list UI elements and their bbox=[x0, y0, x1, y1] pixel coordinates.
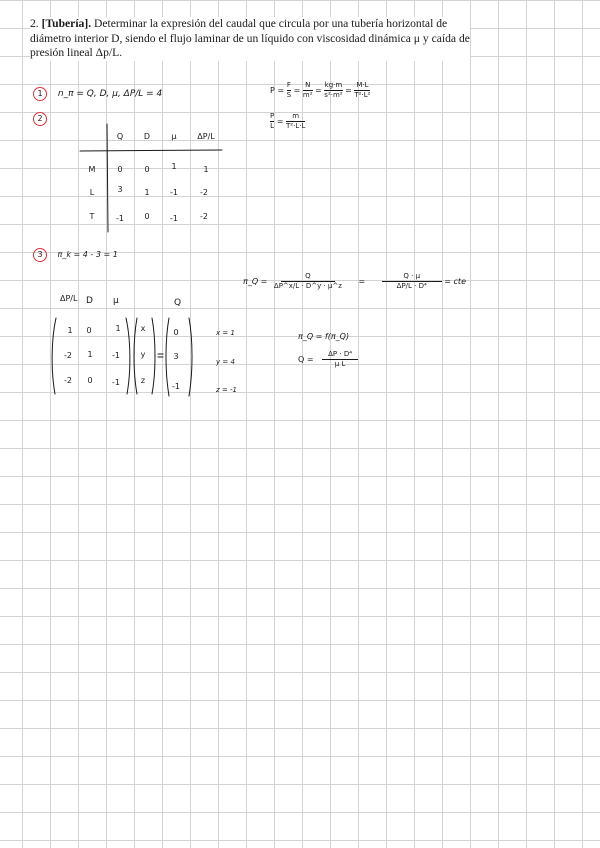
frac-num: P bbox=[270, 112, 275, 120]
solution-z: z = -1 bbox=[216, 386, 237, 394]
solution-y: y = 4 bbox=[216, 358, 235, 366]
table-cell: 0 bbox=[117, 165, 123, 174]
frac-den: T²·L² bbox=[354, 91, 371, 99]
rhs-right-bracket bbox=[189, 318, 192, 396]
frac-num: F bbox=[286, 81, 291, 89]
table-row-label-l: L bbox=[89, 188, 95, 197]
table-cell: 1 bbox=[144, 188, 150, 197]
table-header-d: D bbox=[143, 132, 151, 141]
frac-num: Q bbox=[305, 272, 311, 280]
table-vertical-rule bbox=[107, 124, 108, 232]
table-header-mu: μ bbox=[171, 132, 177, 141]
pressure-lhs: P = bbox=[270, 86, 285, 95]
matrix-cell: 1 bbox=[115, 324, 121, 333]
matrix-header-q: Q bbox=[174, 298, 182, 308]
table-cell: 3 bbox=[117, 185, 123, 194]
table-row-label-t: T bbox=[89, 212, 95, 221]
step1-text: n_π = Q, D, μ, ΔP/L = 4 bbox=[57, 89, 163, 99]
table-cell: -2 bbox=[200, 188, 208, 197]
matrix-cell: -2 bbox=[64, 351, 72, 360]
matrix-cell: 1 bbox=[67, 326, 73, 335]
frac-num: m bbox=[292, 112, 300, 120]
solution-x: x = 1 bbox=[216, 329, 235, 337]
problem-number: 2. bbox=[30, 17, 39, 30]
table-cell: 0 bbox=[144, 212, 150, 221]
matrix-header-dpl: ΔP/L bbox=[60, 294, 78, 303]
result-line1: π_Q = f(π_Q) bbox=[298, 332, 350, 341]
frac-den: s²·m² bbox=[324, 91, 343, 99]
vector-left-bracket bbox=[134, 318, 137, 394]
frac-num: Q · μ bbox=[403, 272, 421, 280]
matrix-header-d: D bbox=[86, 296, 93, 306]
frac-den: L bbox=[270, 122, 275, 130]
step1-marker: 1 bbox=[33, 87, 47, 101]
problem-title: [Tubería]. bbox=[41, 17, 92, 30]
frac-den: ΔP/L · D⁴ bbox=[396, 282, 427, 290]
matrix-cell: -1 bbox=[112, 378, 120, 387]
step3-marker: 3 bbox=[33, 248, 47, 262]
table-cell: -1 bbox=[116, 214, 124, 223]
table-horizontal-rule bbox=[80, 150, 222, 151]
frac-den: S bbox=[286, 91, 292, 99]
frac-den: ΔP^x/L · D^y · μ^z bbox=[273, 282, 342, 290]
matrix-cell: -2 bbox=[64, 376, 72, 385]
pi-q-lhs: π_Q = bbox=[243, 277, 268, 286]
rhs-left-bracket bbox=[166, 318, 169, 396]
vector-x: x bbox=[140, 324, 146, 333]
matrix-cell: -1 bbox=[112, 351, 120, 360]
matrix-right-bracket bbox=[126, 318, 130, 394]
matrix-cell: 0 bbox=[86, 326, 92, 335]
table-header-q: Q bbox=[116, 132, 124, 141]
pressure-equation: P = $\frac{F}{S}$ = $\frac{N}{\text{m²}}$ = $\frac{kg\cdot m}{\text{s²·m²}}$ = $\frac{M\cdot L}{\text{T²·L²}}$ bbox=[270, 81, 371, 99]
matrix-header-mu: μ bbox=[113, 296, 119, 306]
frac-num: N bbox=[305, 81, 311, 89]
matrix-cell: 1 bbox=[87, 350, 93, 359]
frac-num: kg·m bbox=[324, 81, 343, 89]
rhs-value: 3 bbox=[173, 352, 179, 361]
table-cell: 1 bbox=[171, 162, 177, 171]
frac-num: M·L bbox=[356, 81, 369, 89]
rhs-value: 0 bbox=[173, 328, 179, 337]
frac-den: m² bbox=[302, 91, 313, 99]
matrix-left-bracket bbox=[52, 318, 56, 394]
table-cell: -1 bbox=[170, 214, 178, 223]
pi-q-rhs: = cte bbox=[444, 277, 466, 286]
frac-den: T²·L·L bbox=[286, 122, 306, 130]
vector-right-bracket bbox=[152, 318, 155, 394]
vector-z: z bbox=[140, 376, 146, 385]
step2-marker: 2 bbox=[33, 112, 47, 126]
result-lhs: Q = bbox=[298, 355, 314, 364]
table-row-label-m: M bbox=[88, 165, 96, 174]
pi-q-equals: = bbox=[358, 277, 366, 286]
frac-num: ΔP · D⁴ bbox=[328, 350, 353, 358]
vector-y: y bbox=[140, 350, 146, 359]
matrix-equals bbox=[158, 354, 163, 357]
problem-text: Determinar la expresión del caudal que circula por una tubería horizontal de diámetro interior D, siendo el flujo laminar de un líquido con viscosidad dinámica μ y caída de presión lineal Δp/L. bbox=[30, 17, 470, 60]
table-cell: 0 bbox=[144, 165, 150, 174]
frac-den: μ L bbox=[334, 360, 346, 368]
table-cell: -1 bbox=[170, 188, 178, 197]
table-cell: -2 bbox=[200, 212, 208, 221]
step3-text: π_k = 4 - 3 = 1 bbox=[57, 250, 118, 259]
table-header-dpl: ΔP/L bbox=[197, 132, 215, 141]
matrix-cell: 0 bbox=[87, 376, 93, 385]
rhs-value: -1 bbox=[172, 382, 180, 391]
table-cell: 1 bbox=[203, 165, 209, 174]
pl-equation: $\frac{P}{L}$ = $\frac{m}{\text{T²·L·L}}$ bbox=[270, 112, 306, 130]
